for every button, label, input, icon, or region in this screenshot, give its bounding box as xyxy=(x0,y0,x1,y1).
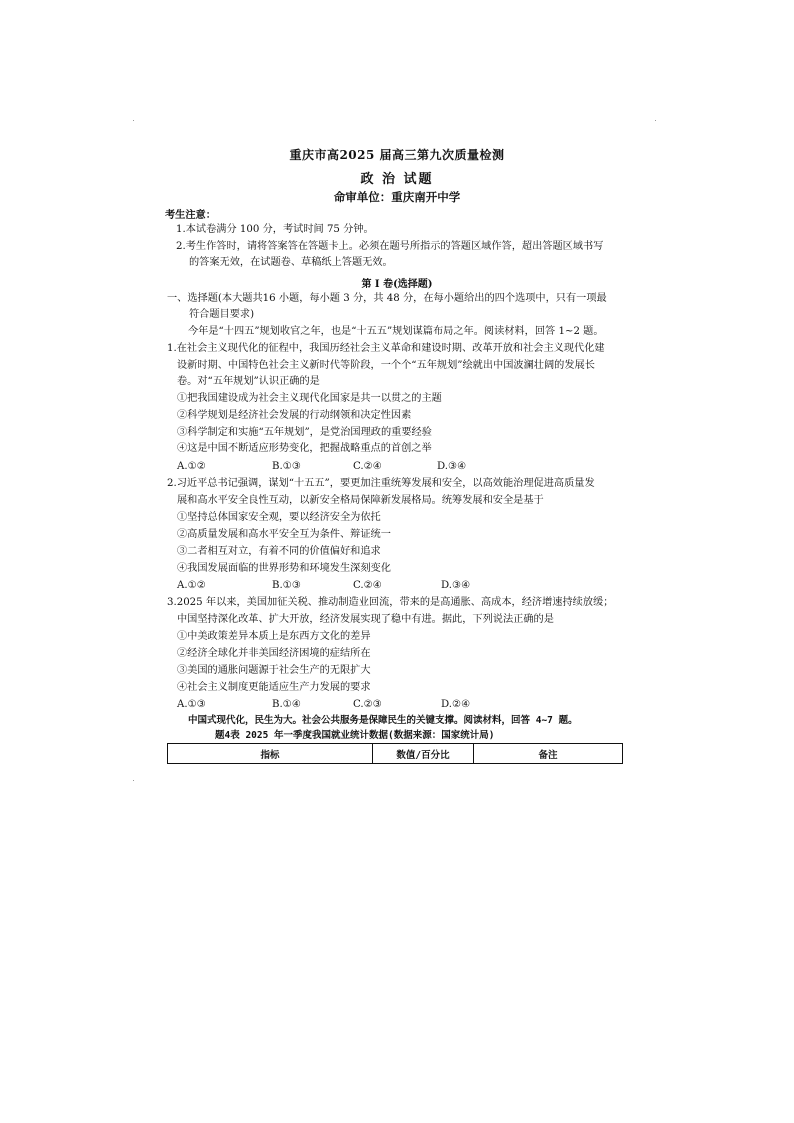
material-intro-2: 中国式现代化，民生为大。社会公共服务是保障民生的关键支撑。阅读材料，回答 4~7 题。 xyxy=(188,715,578,726)
section-intro-line-1: 一、选择题(本大题共16 小题，每小题 3 分，共 48 分，在每小题给出的四个选项中，只有一项最 xyxy=(167,293,607,304)
q1-stem-line-1: 1.在社会主义现代化的征程中，我国历经社会主义革命和建设时期、改革开放和社会主义现代化建 xyxy=(167,343,605,354)
q2-statement-4: ④我国发展面临的世界形势和环境发生深刻变化 xyxy=(177,563,391,574)
q1-statement-4: ④这是中国不断适应形势变化，把握战略重点的首创之举 xyxy=(177,443,432,454)
q1-statement-1: ①把我国建设成为社会主义现代化国家是共一以贯之的主题 xyxy=(177,393,442,404)
q1-option-d: D.③④ xyxy=(437,461,467,472)
section-title: 第 I 卷(选择题) xyxy=(361,279,433,290)
q2-option-b: B.①③ xyxy=(272,580,301,591)
q1-stem-line-3: 卷。对“五年规划”认识正确的是 xyxy=(177,376,320,387)
q3-option-d: D.②④ xyxy=(441,699,471,710)
q1-option-a: A.①② xyxy=(177,461,206,472)
q1-statement-3: ③科学制定和实施“五年规划”，是党治国理政的重要经验 xyxy=(177,427,432,438)
q1-stem-line-2: 设新时期、中国特色社会主义新时代等阶段，一个个“五年规划”绘就出中国波澜壮阔的发展长 xyxy=(177,360,595,371)
table-header-indicator: 指标 xyxy=(168,744,373,764)
material-intro-1: 今年是“十四五”规划收官之年，也是“十五五”规划谋篇布局之年。阅读材料，回答 1~2 题。 xyxy=(188,326,604,337)
notice-item-2-line-2: 的答案无效，在试题卷、草稿纸上答题无效。 xyxy=(189,257,393,268)
table-caption: 题4表 2025 年一季度我国就业统计数据(数据来源：国家统计局) xyxy=(215,730,495,741)
q2-statement-3: ③二者相互对立，有着不同的价值偏好和追求 xyxy=(177,546,381,557)
table-header-row xyxy=(168,744,623,764)
section-intro-line-2: 符合题目要求) xyxy=(189,309,255,320)
exam-title: 重庆市高2025 届高三第九次质量检测 xyxy=(289,148,505,162)
q2-option-d: D.③④ xyxy=(441,580,471,591)
q3-stem-line-2: 中国坚持深化改革、扩大开放，经济发展实现了稳中有进。据此，下列说法正确的是 xyxy=(177,614,554,625)
q1-statement-2: ②科学规划是经济社会发展的行动纲领和决定性因素 xyxy=(177,410,412,421)
q2-statement-1: ①坚持总体国家安全观，要以经济安全为依托 xyxy=(177,512,381,523)
employment-stats-table xyxy=(167,743,623,764)
subject-title: 政 治 试题 xyxy=(360,172,434,187)
scan-speck xyxy=(655,120,656,121)
q1-option-c: C.②④ xyxy=(353,461,382,472)
notice-item-1: 1.本试卷满分 100 分，考试时间 75 分钟。 xyxy=(176,224,374,235)
q3-statement-1: ①中美政策差异本质上是东西方文化的差异 xyxy=(177,631,371,642)
q2-option-a: A.①② xyxy=(177,580,206,591)
q3-stem-line-1: 3.2025 年以来，美国加征关税、推动制造业回流，带来的是高通胀、高成本，经济增速持续放缓； xyxy=(167,597,614,608)
q3-option-a: A.①③ xyxy=(177,699,206,710)
author-line: 命审单位：重庆南开中学 xyxy=(333,190,461,204)
notice-heading: 考生注意： xyxy=(165,209,216,221)
notice-item-2-line-1: 2.考生作答时，请将答案答在答题卡上。必须在题号所指示的答题区域作答，超出答题区域书写 xyxy=(176,241,604,252)
q3-statement-4: ④社会主义制度更能适应生产力发展的要求 xyxy=(177,682,371,693)
scan-speck xyxy=(133,780,134,781)
scan-speck xyxy=(133,120,134,121)
q3-statement-3: ③美国的通胀问题源于社会生产的无限扩大 xyxy=(177,665,371,676)
q1-option-b: B.①③ xyxy=(272,461,301,472)
q3-option-b: B.①④ xyxy=(272,699,301,710)
q2-statement-2: ②高质量发展和高水平安全互为条件、辩证统一 xyxy=(177,529,391,540)
table-header-value: 数值/百分比 xyxy=(373,744,474,764)
q2-stem-line-2: 展和高水平安全良性互动，以新安全格局保障新发展格局。统筹发展和安全是基于 xyxy=(177,495,544,506)
q2-stem-line-1: 2.习近平总书记强调，谋划“十五五”，要更加注重统筹发展和安全，以高效能治理促进高质量发 xyxy=(167,478,595,489)
table-header-note: 备注 xyxy=(474,744,623,764)
q2-option-c: C.②④ xyxy=(353,580,382,591)
q3-option-c: C.②③ xyxy=(353,699,382,710)
q3-statement-2: ②经济全球化并非美国经济困境的症结所在 xyxy=(177,648,371,659)
